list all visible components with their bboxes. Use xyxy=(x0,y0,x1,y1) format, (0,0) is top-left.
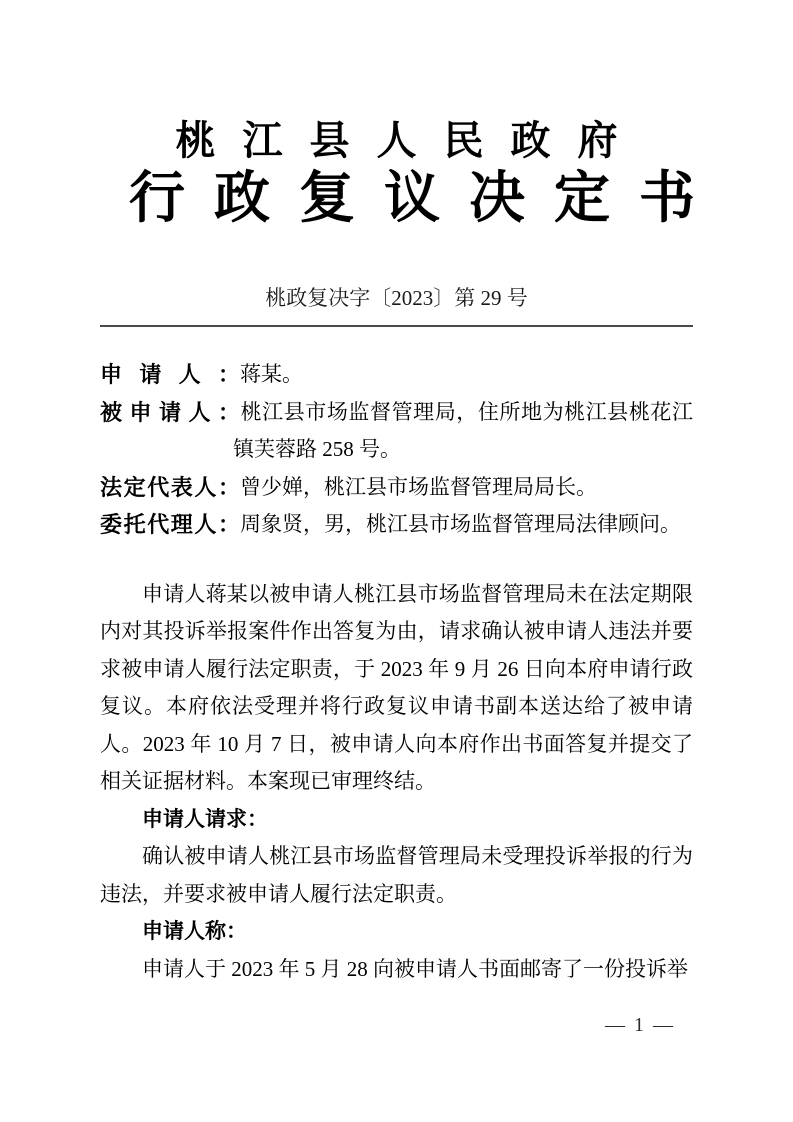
page-number: — 1 — xyxy=(605,1014,675,1036)
party-label: 被申请人： xyxy=(100,399,240,425)
party-label: 法定代表人： xyxy=(100,474,240,500)
doc-number: 桃政复决字〔2023〕第 29 号 xyxy=(265,286,528,310)
party-value: 周象贤，男，桃江县市场监督管理局法律顾问。 xyxy=(240,512,681,536)
paragraph-procedure: 申请人蒋某以被申请人桃江县市场监督管理局未在法定期限内对其投诉举报案件作出答复为由，请求确认被申请人违法并要求被申请人履行法定职责，于 2023 年 9 月 26 日向本府申请行政复议。本府依法受理并将行政复议申请书副本送达给了被申请人。2023 年 10 月 7 日，被申请人向本府作出书面答复并提交了相关证据材料。本案现已审理终结。 xyxy=(100,581,693,793)
party-row-respondent xyxy=(100,394,693,469)
party-row-applicant xyxy=(100,356,693,394)
party-value: 曾少婵，桃江县市场监督管理局局长。 xyxy=(240,474,597,499)
party-value: 蒋某。 xyxy=(240,362,303,386)
doc-title: 行政复议决定书 xyxy=(129,166,724,229)
heading-applicant-request: 申请人请求： xyxy=(142,807,268,831)
party-label: 申请人： xyxy=(100,362,240,387)
party-row-authorized-agent xyxy=(100,506,693,544)
paragraph-applicant-statement: 申请人于 2023 年 5 月 28 向被申请人书面邮寄了一份投诉举 xyxy=(142,956,688,981)
paragraph-applicant-request: 确认被申请人桃江县市场监督管理局未受理投诉举报的行为违法，并要求被申请人履行法定职责。 xyxy=(100,844,693,906)
org-title: 桃江县人民政府 xyxy=(175,118,645,163)
heading-applicant-statement: 申请人称： xyxy=(142,920,247,943)
header-divider xyxy=(100,325,693,327)
party-row-legal-representative xyxy=(100,469,693,507)
party-value: 桃江县市场监督管理局，住所地为桃江县桃花江镇芙蓉路 258 号。 xyxy=(233,399,693,461)
parties-section xyxy=(100,356,693,544)
body-section xyxy=(100,576,693,989)
party-label: 委托代理人： xyxy=(100,512,240,537)
